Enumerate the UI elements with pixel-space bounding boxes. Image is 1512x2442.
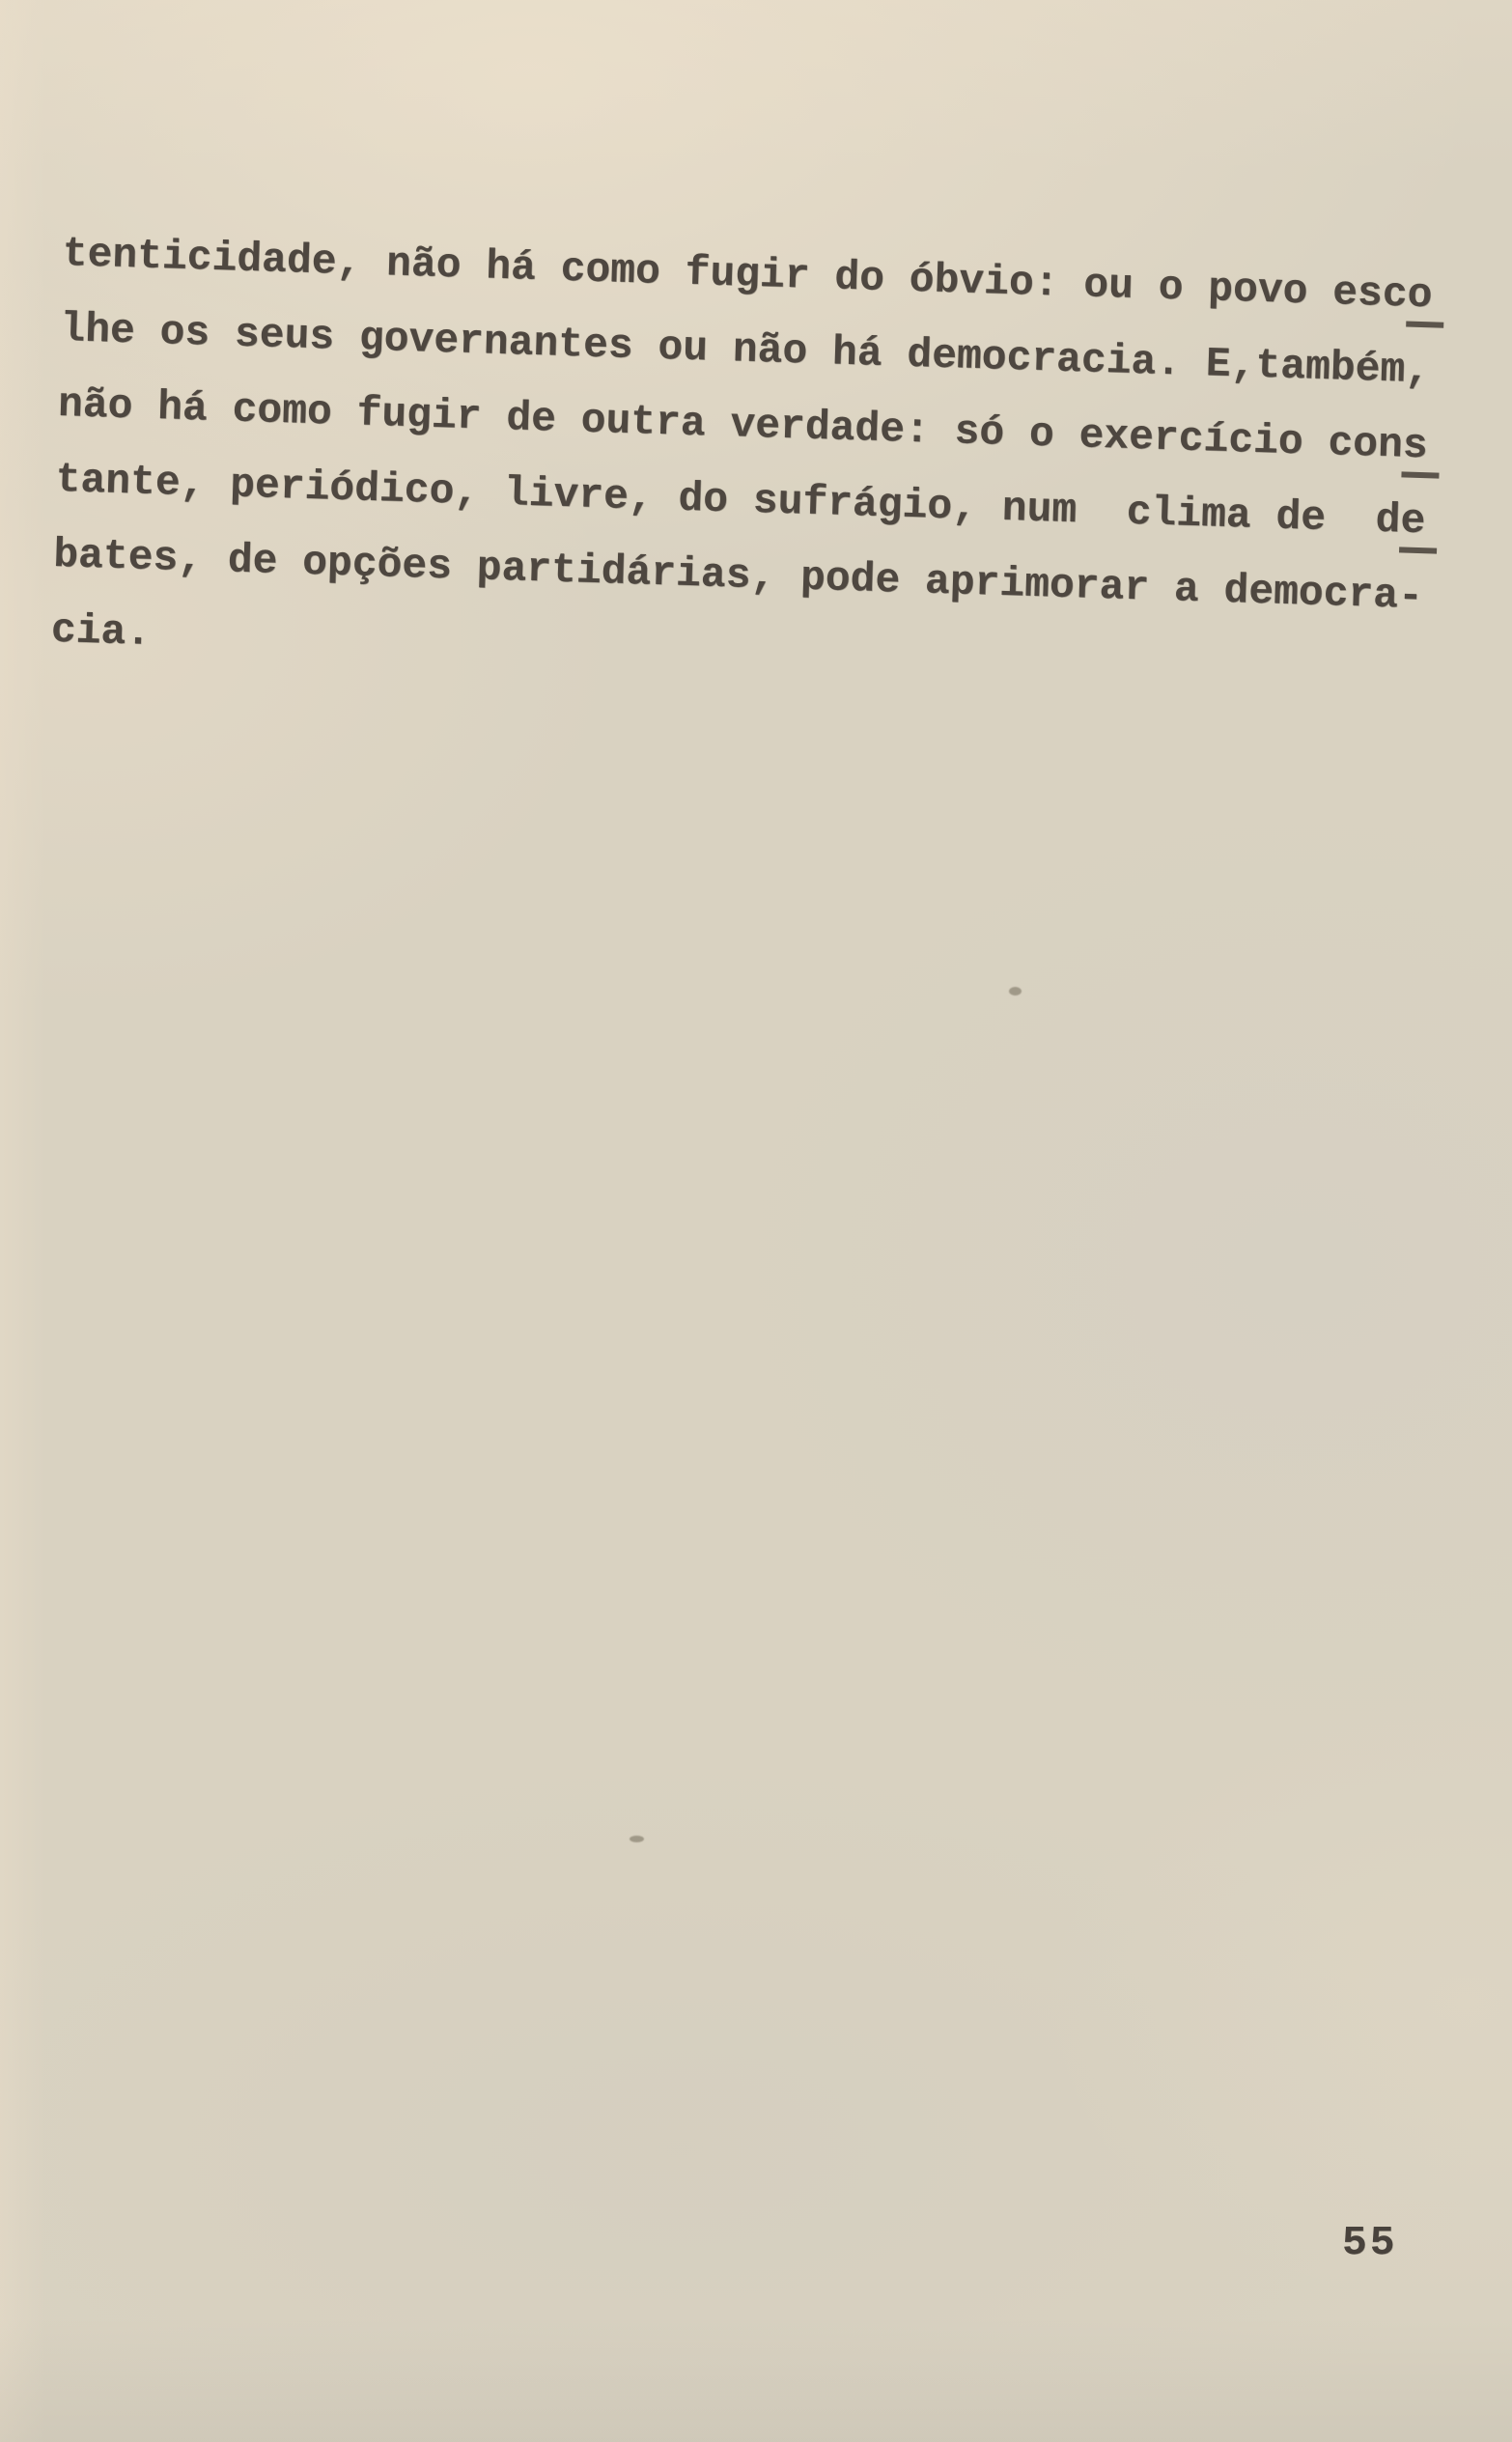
line-text: cia.	[50, 605, 152, 657]
continuation-underscore: s	[1402, 421, 1442, 478]
continuation-underscore: o	[1407, 271, 1446, 328]
line-text: não há como fugir de outra verdade: só o exercício con	[57, 379, 1404, 469]
line-text: lhe os seus governantes ou não há democracia. E,também,	[59, 304, 1431, 395]
page-number: 55	[1342, 2219, 1398, 2266]
line-text: tenticidade, não há como fugir do óbvio: ou o povo esc	[62, 229, 1409, 319]
paragraph-block	[50, 216, 1493, 712]
ink-speck	[630, 1836, 644, 1842]
continuation-underscore: e	[1399, 496, 1439, 553]
line-text: tante, periódico, livre, do sufrágio, num clima de d	[54, 455, 1402, 545]
ink-speck	[1009, 987, 1022, 996]
line-text: bates, de opções partidárias, pode aprimorar a democra-	[52, 530, 1424, 621]
